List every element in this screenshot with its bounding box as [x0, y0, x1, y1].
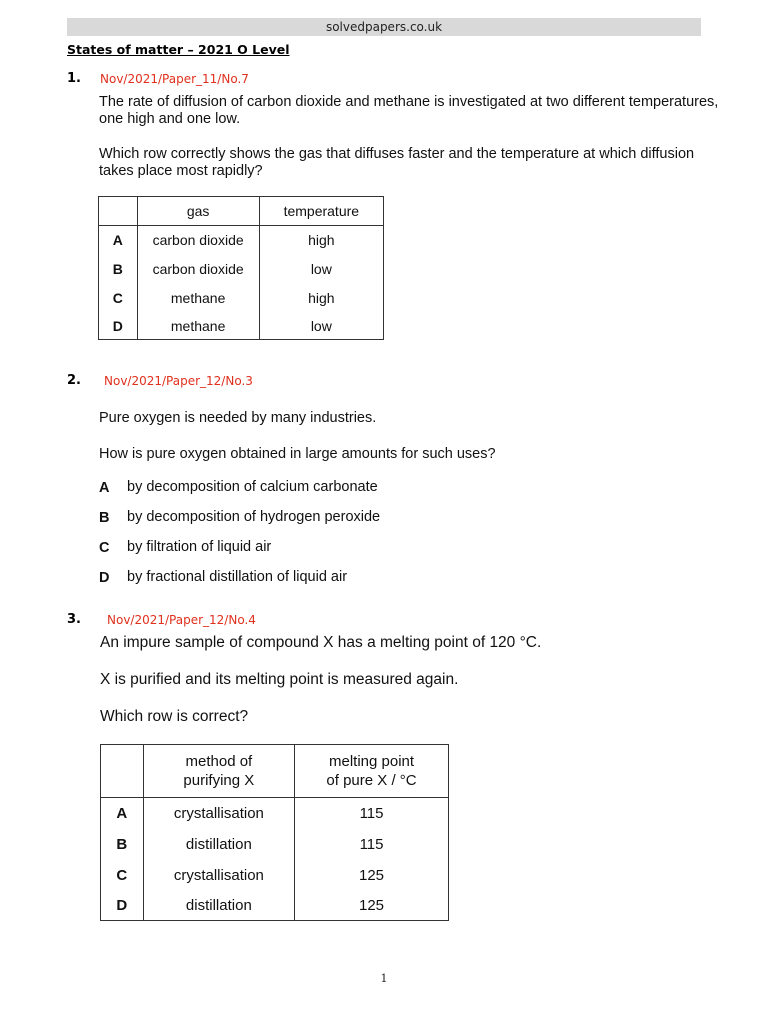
question-1-stem-line2: one high and one low. — [99, 111, 241, 127]
table-row — [99, 255, 384, 284]
question-2-stem: Pure oxygen is needed by many industries. — [99, 410, 377, 426]
document-title: States of matter – 2021 O Level — [67, 42, 290, 57]
row-label: D — [101, 891, 144, 921]
question-2-reference: Nov/2021/Paper_12/No.3 — [104, 374, 253, 388]
question-3-number: 3. — [67, 612, 81, 627]
table-cell: low — [259, 255, 383, 284]
site-header: solvedpapers.co.uk — [67, 18, 701, 36]
header-line: melting point — [328, 753, 415, 770]
table-row — [101, 798, 449, 829]
question-1-prompt-line1: Which row correctly shows the gas that diffuses faster and the temperature at which diffusion — [99, 146, 695, 162]
row-label: B — [99, 255, 138, 284]
question-1-number: 1. — [67, 71, 81, 86]
table-cell: distillation — [143, 829, 294, 860]
table-header-row — [101, 745, 449, 798]
question-1-table — [98, 196, 384, 340]
option-c-text: by filtration of liquid air — [127, 539, 272, 555]
option-d-text: by fractional distillation of liquid air — [127, 569, 348, 585]
question-1-reference: Nov/2021/Paper_11/No.7 — [100, 72, 249, 86]
table-header-cell — [143, 745, 294, 798]
table-cell: 125 — [295, 860, 449, 891]
question-3-stem-1: An impure sample of compound X has a melting point of 120 °C. — [100, 634, 542, 651]
table-header-cell — [99, 197, 138, 226]
question-3-prompt: Which row is correct? — [100, 708, 249, 725]
table-cell: carbon dioxide — [137, 255, 259, 284]
page-number: 1 — [380, 972, 388, 985]
table-cell: crystallisation — [143, 860, 294, 891]
option-letter: A — [99, 480, 110, 496]
table-header-cell — [295, 745, 449, 798]
question-2-number: 2. — [67, 373, 81, 388]
question-2-prompt: How is pure oxygen obtained in large amounts for such uses? — [99, 446, 496, 462]
table-cell: 125 — [295, 891, 449, 921]
table-cell: methane — [137, 284, 259, 313]
table-row — [99, 313, 384, 340]
row-label: D — [99, 313, 138, 340]
question-1-stem-line1: The rate of diffusion of carbon dioxide and methane is investigated at two different temperatures, — [99, 94, 719, 110]
table-cell: distillation — [143, 891, 294, 921]
table-header-cell — [101, 745, 144, 798]
table-row — [101, 891, 449, 921]
table-cell: carbon dioxide — [137, 226, 259, 255]
row-label: B — [101, 829, 144, 860]
table-cell: crystallisation — [143, 798, 294, 829]
table-cell: low — [259, 313, 383, 340]
question-3-table — [100, 744, 449, 921]
row-label: A — [99, 226, 138, 255]
question-3-reference: Nov/2021/Paper_12/No.4 — [107, 613, 256, 627]
row-label: C — [99, 284, 138, 313]
option-c — [99, 539, 109, 557]
option-letter: C — [99, 540, 110, 556]
option-d — [99, 569, 109, 587]
table-header-cell: gas — [137, 197, 259, 226]
row-label: C — [101, 860, 144, 891]
option-letter: D — [99, 570, 110, 586]
header-line: method of — [185, 753, 253, 770]
header-line: of pure X / °C — [326, 772, 417, 789]
table-row — [101, 829, 449, 860]
option-letter: B — [99, 510, 110, 526]
table-row — [99, 226, 384, 255]
table-row — [101, 860, 449, 891]
table-cell: 115 — [295, 829, 449, 860]
question-1-prompt-line2: takes place most rapidly? — [99, 163, 263, 179]
table-cell: high — [259, 284, 383, 313]
option-b — [99, 509, 109, 527]
option-b-text: by decomposition of hydrogen peroxide — [127, 509, 381, 525]
table-cell: 115 — [295, 798, 449, 829]
option-a — [99, 479, 109, 497]
table-cell: methane — [137, 313, 259, 340]
row-label: A — [101, 798, 144, 829]
table-header-row — [99, 197, 384, 226]
option-a-text: by decomposition of calcium carbonate — [127, 479, 378, 495]
table-row — [99, 284, 384, 313]
table-header-cell: temperature — [259, 197, 383, 226]
question-3-stem-2: X is purified and its melting point is measured again. — [100, 671, 459, 688]
table-cell: high — [259, 226, 383, 255]
header-line: purifying X — [183, 772, 255, 789]
